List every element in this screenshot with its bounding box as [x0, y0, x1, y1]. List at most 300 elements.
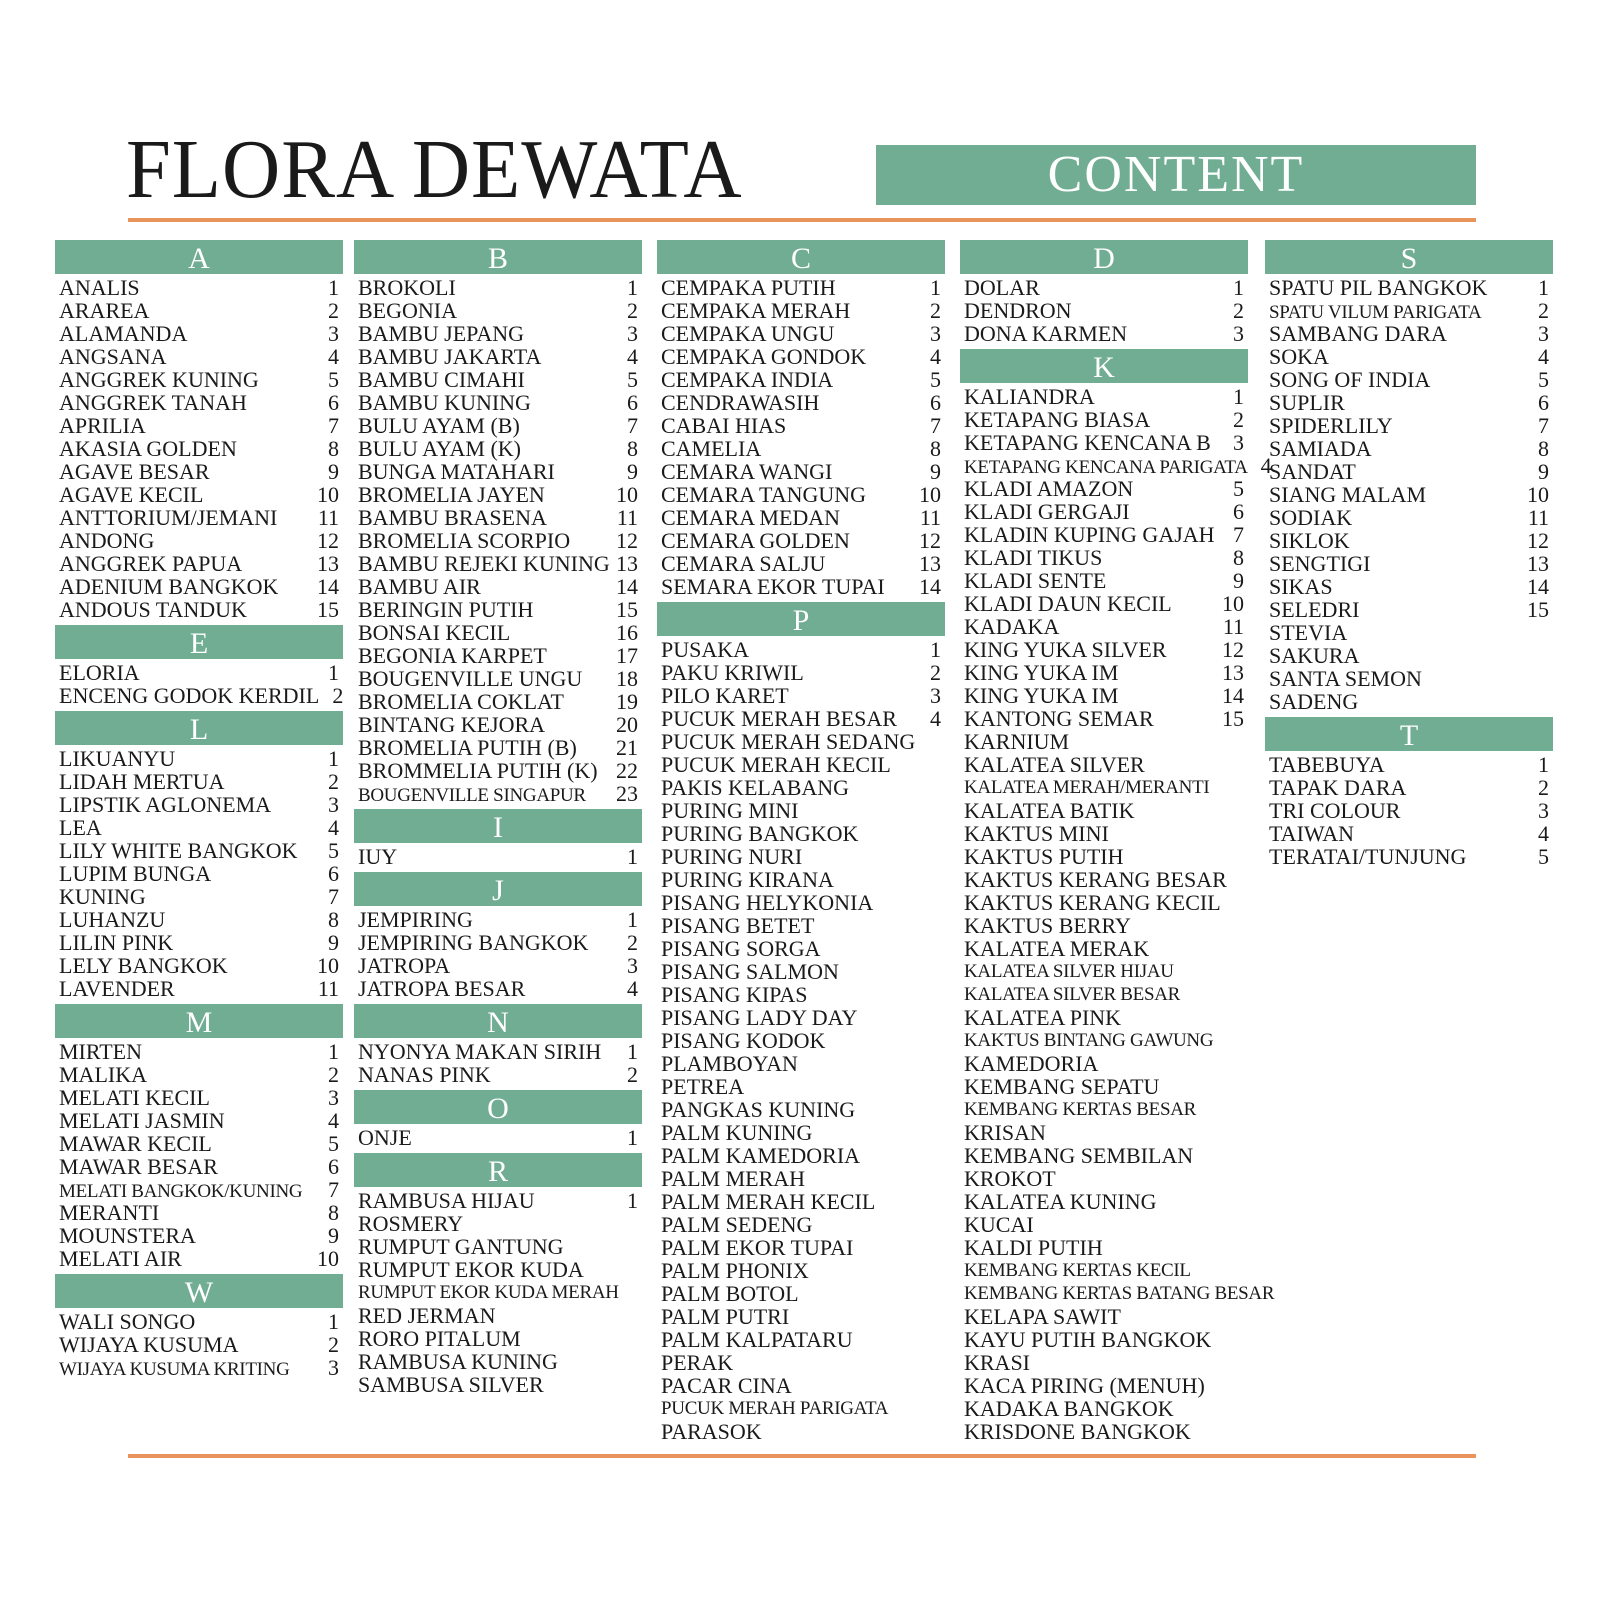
item-number: 1: [930, 275, 941, 300]
list-item: [55, 437, 343, 460]
plant-name: MELATI KECIL: [59, 1085, 210, 1110]
list-item: [960, 937, 1248, 960]
plant-name: MAWAR KECIL: [59, 1131, 212, 1156]
item-number: 15: [1527, 597, 1549, 622]
item-number: 14: [1527, 574, 1549, 599]
item-number: 18: [616, 666, 638, 691]
plant-name: RAMBUSA HIJAU: [358, 1188, 535, 1213]
list-item: [354, 782, 642, 805]
plant-name: ADENIUM BANGKOK: [59, 574, 279, 599]
bottom-divider: [128, 1454, 1476, 1458]
plant-name: KETAPANG BIASA: [964, 407, 1151, 432]
section-letter-header: D: [960, 240, 1248, 274]
section-o: [354, 1090, 642, 1149]
plant-name: TERATAI/TUNJUNG: [1269, 844, 1467, 869]
item-number: 3: [930, 321, 941, 346]
item-number: 1: [627, 1125, 638, 1150]
list-item: [960, 1052, 1248, 1075]
plant-list: [1265, 751, 1553, 868]
list-item: [960, 299, 1248, 322]
item-number: 2: [627, 930, 638, 955]
index-column-5: [1265, 240, 1553, 872]
plant-name: JATROPA BESAR: [358, 976, 526, 1001]
plant-name: KLADI DAUN KECIL: [964, 591, 1172, 616]
list-item: [55, 1356, 343, 1379]
list-item: [354, 483, 642, 506]
plant-name: PALM KALPATARU: [661, 1327, 853, 1352]
list-item: [657, 437, 945, 460]
plant-name: SIKAS: [1269, 574, 1333, 599]
list-item: [960, 453, 1272, 478]
list-item: [354, 713, 642, 736]
list-item: [960, 523, 1248, 546]
list-item: [354, 954, 642, 977]
plant-name: LEA: [59, 815, 102, 840]
plant-name: PALM MERAH: [661, 1166, 806, 1191]
plant-name: ENCENG GODOK KERDIL: [59, 683, 320, 708]
plant-name: BROMELIA COKLAT: [358, 689, 564, 714]
item-number: 5: [328, 367, 339, 392]
section-letter-header: T: [1265, 717, 1553, 751]
plant-name: CEMARA MEDAN: [661, 505, 841, 530]
plant-name: TABEBUYA: [1269, 752, 1385, 777]
item-number: 12: [616, 528, 638, 553]
list-item: [1265, 644, 1553, 667]
plant-name: PILO KARET: [661, 683, 789, 708]
plant-name: SIANG MALAM: [1269, 482, 1427, 507]
list-item: [960, 1144, 1248, 1167]
list-item: [960, 1305, 1248, 1328]
item-number: 20: [616, 712, 638, 737]
item-number: 4: [328, 815, 339, 840]
section-letter-header: I: [354, 809, 642, 843]
item-number: 8: [627, 436, 638, 461]
item-number: 2: [1233, 298, 1244, 323]
item-number: 4: [1538, 344, 1549, 369]
list-item: [354, 414, 642, 437]
plant-name: KUCAI: [964, 1212, 1034, 1237]
list-item: [657, 868, 945, 891]
item-number: 7: [328, 884, 339, 909]
list-item: [657, 707, 945, 730]
list-item: [1265, 753, 1553, 776]
item-number: 4: [328, 1108, 339, 1133]
list-item: [55, 276, 343, 299]
plant-name: KETAPANG KENCANA PARIGATA: [964, 457, 1248, 478]
list-item: [55, 770, 343, 793]
plant-name: PISANG KODOK: [661, 1028, 826, 1053]
plant-name: KLADI SENTE: [964, 568, 1107, 593]
list-item: [55, 1178, 343, 1201]
item-number: 1: [328, 746, 339, 771]
list-item: [55, 322, 343, 345]
list-item: [55, 1247, 343, 1270]
plant-name: SADENG: [1269, 689, 1359, 714]
item-number: 4: [328, 344, 339, 369]
list-item: [354, 1281, 642, 1304]
item-number: 8: [1233, 545, 1244, 570]
plant-name: DOLAR: [964, 275, 1040, 300]
list-item: [657, 299, 945, 322]
item-number: 8: [328, 436, 339, 461]
item-number: 7: [1538, 413, 1549, 438]
list-item: [55, 839, 343, 862]
plant-name: BINTANG KEJORA: [358, 712, 546, 737]
section-letter-header: W: [55, 1274, 343, 1308]
list-item: [657, 891, 945, 914]
section-d: [960, 240, 1248, 345]
plant-list: [657, 636, 945, 1443]
list-item: [354, 1373, 642, 1396]
plant-name: LIKUANYU: [59, 746, 176, 771]
plant-name: KANTONG SEMAR: [964, 706, 1154, 731]
list-item: [1265, 345, 1553, 368]
list-item: [657, 1075, 945, 1098]
list-item: [960, 753, 1248, 776]
item-number: 7: [930, 413, 941, 438]
plant-name: BEGONIA KARPET: [358, 643, 547, 668]
list-item: [657, 1167, 945, 1190]
plant-name: CEMARA SALJU: [661, 551, 826, 576]
plant-name: ANTTORIUM/JEMANI: [59, 505, 278, 530]
plant-name: NYONYA MAKAN SIRIH: [358, 1039, 602, 1064]
list-item: [354, 1235, 642, 1258]
list-item: [1265, 822, 1553, 845]
item-number: 11: [317, 976, 339, 1001]
list-item: [354, 598, 642, 621]
list-item: [960, 845, 1248, 868]
plant-name: KLADI TIKUS: [964, 545, 1103, 570]
list-item: [657, 1052, 945, 1075]
plant-name: ANDOUS TANDUK: [59, 597, 247, 622]
plant-name: SONG OF INDIA: [1269, 367, 1431, 392]
plant-name: CEMPAKA PUTIH: [661, 275, 836, 300]
list-item: [657, 391, 945, 414]
list-item: [55, 1086, 343, 1109]
item-number: 9: [328, 930, 339, 955]
list-item: [354, 1126, 642, 1149]
section-letter-header: E: [55, 625, 343, 659]
list-item: [960, 983, 1248, 1006]
item-number: 13: [317, 551, 339, 576]
list-item: [55, 414, 343, 437]
section-letter-header: J: [354, 872, 642, 906]
item-number: 10: [317, 1246, 339, 1271]
item-number: 9: [1233, 568, 1244, 593]
list-item: [55, 977, 343, 1000]
plant-name: KLADI AMAZON: [964, 476, 1134, 501]
list-item: [354, 506, 642, 529]
plant-name: KING YUKA SILVER: [964, 637, 1167, 662]
item-number: 3: [627, 321, 638, 346]
list-item: [657, 345, 945, 368]
list-item: [55, 1040, 343, 1063]
plant-name: KROKOT: [964, 1166, 1056, 1191]
section-w: [55, 1274, 343, 1379]
list-item: [1265, 299, 1553, 322]
plant-name: RUMPUT EKOR KUDA: [358, 1257, 584, 1282]
plant-name: LILY WHITE BANGKOK: [59, 838, 298, 863]
list-item: [354, 299, 642, 322]
section-letter-header: L: [55, 711, 343, 745]
plant-name: CEMPAKA INDIA: [661, 367, 834, 392]
list-item: [1265, 414, 1553, 437]
plant-name: DENDRON: [964, 298, 1072, 323]
list-item: [657, 1006, 945, 1029]
list-item: [960, 1236, 1248, 1259]
section-j: [354, 872, 642, 1000]
section-b: [354, 240, 642, 805]
plant-name: ANALIS: [59, 275, 140, 300]
list-item: [960, 546, 1248, 569]
item-number: 11: [1222, 614, 1244, 639]
top-divider: [128, 218, 1476, 222]
item-number: 8: [930, 436, 941, 461]
list-item: [657, 776, 945, 799]
plant-name: KLADI GERGAJI: [964, 499, 1130, 524]
list-item: [55, 345, 343, 368]
list-item: [1265, 460, 1553, 483]
item-number: 5: [1538, 367, 1549, 392]
plant-list: [55, 274, 343, 621]
plant-name: MAWAR BESAR: [59, 1154, 218, 1179]
list-item: [960, 707, 1248, 730]
list-item: [354, 977, 642, 1000]
plant-name: CENDRAWASIH: [661, 390, 820, 415]
section-r: [354, 1153, 642, 1396]
list-item: [1265, 506, 1553, 529]
plant-name: PALM EKOR TUPAI: [661, 1235, 854, 1260]
list-item: [960, 638, 1248, 661]
item-number: 9: [930, 459, 941, 484]
plant-name: SPATU VILUM PARIGATA: [1269, 302, 1482, 323]
plant-name: KALATEA SILVER BESAR: [964, 984, 1181, 1005]
plant-name: ANGGREK KUNING: [59, 367, 259, 392]
plant-name: PUCUK MERAH BESAR: [661, 706, 897, 731]
plant-name: SANDAT: [1269, 459, 1356, 484]
plant-name: PLAMBOYAN: [661, 1051, 798, 1076]
plant-name: RUMPUT EKOR KUDA MERAH: [358, 1282, 619, 1303]
item-number: 15: [317, 597, 339, 622]
plant-name: BULU AYAM (K): [358, 436, 521, 461]
list-item: [1265, 690, 1553, 713]
plant-name: PISANG BETET: [661, 913, 815, 938]
list-item: [1265, 483, 1553, 506]
plant-name: KARNIUM: [964, 729, 1070, 754]
plant-name: MIRTEN: [59, 1039, 143, 1064]
plant-name: SIKLOK: [1269, 528, 1350, 553]
list-item: [354, 460, 642, 483]
list-item: [354, 529, 642, 552]
plant-name: ONJE: [358, 1125, 412, 1150]
plant-name: SAMBANG DARA: [1269, 321, 1447, 346]
plant-name: BULU AYAM (B): [358, 413, 520, 438]
item-number: 2: [1233, 407, 1244, 432]
plant-name: PISANG KIPAS: [661, 982, 808, 1007]
list-item: [1265, 776, 1553, 799]
item-number: 15: [1222, 706, 1244, 731]
list-item: [960, 1190, 1248, 1213]
list-item: [1265, 529, 1553, 552]
plant-name: APRILIA: [59, 413, 146, 438]
item-number: 23: [616, 781, 638, 806]
section-letter-header: C: [657, 240, 945, 274]
list-item: [657, 1236, 945, 1259]
plant-name: KLADIN KUPING GAJAH: [964, 522, 1215, 547]
section-i: [354, 809, 642, 868]
list-item: [960, 776, 1248, 799]
list-item: [960, 477, 1248, 500]
item-number: 3: [328, 792, 339, 817]
item-number: 1: [627, 275, 638, 300]
section-letter-header: K: [960, 349, 1248, 383]
item-number: 6: [1538, 390, 1549, 415]
list-item: [354, 276, 642, 299]
plant-name: SODIAK: [1269, 505, 1353, 530]
plant-name: KAMEDORIA: [964, 1051, 1099, 1076]
plant-name: BAMBU REJEKI KUNING: [358, 551, 610, 576]
item-number: 1: [627, 907, 638, 932]
item-number: 5: [1233, 476, 1244, 501]
plant-name: PAKIS KELABANG: [661, 775, 850, 800]
plant-list: [657, 274, 945, 598]
item-number: 1: [328, 1039, 339, 1064]
list-item: [55, 1310, 343, 1333]
plant-name: SAKURA: [1269, 643, 1360, 668]
item-number: 2: [328, 1062, 339, 1087]
page-title: FLORA DEWATA: [126, 123, 743, 216]
item-number: 22: [616, 758, 638, 783]
item-number: 4: [627, 976, 638, 1001]
plant-name: PISANG HELYKONIA: [661, 890, 874, 915]
list-item: [657, 1374, 945, 1397]
plant-name: KADAKA BANGKOK: [964, 1396, 1174, 1421]
plant-name: DONA KARMEN: [964, 321, 1128, 346]
plant-name: CEMPAKA MERAH: [661, 298, 851, 323]
item-number: 8: [328, 907, 339, 932]
item-number: 2: [930, 298, 941, 323]
plant-name: PISANG SALMON: [661, 959, 839, 984]
list-item: [657, 914, 945, 937]
list-item: [354, 736, 642, 759]
list-item: [55, 575, 343, 598]
index-column-1: [55, 240, 343, 1383]
list-item: [657, 684, 945, 707]
list-item: [960, 1098, 1248, 1121]
plant-name: BOUGENVILLE UNGU: [358, 666, 583, 691]
item-number: 10: [919, 482, 941, 507]
plant-name: SANTA SEMON: [1269, 666, 1422, 691]
item-number: 3: [328, 321, 339, 346]
plant-name: KALATEA BATIK: [964, 798, 1135, 823]
plant-name: IUY: [358, 844, 398, 869]
list-item: [354, 644, 642, 667]
plant-name: BROMELIA JAYEN: [358, 482, 545, 507]
list-item: [657, 1190, 945, 1213]
list-item: [657, 937, 945, 960]
plant-name: PERAK: [661, 1350, 734, 1375]
item-number: 13: [919, 551, 941, 576]
item-number: 3: [930, 683, 941, 708]
list-item: [657, 1305, 945, 1328]
section-n: [354, 1004, 642, 1086]
plant-name: KAKTUS KERANG BESAR: [964, 867, 1227, 892]
item-number: 6: [328, 861, 339, 886]
item-number: 9: [627, 459, 638, 484]
list-item: [55, 908, 343, 931]
plant-name: KAKTUS BINTANG GAWUNG: [964, 1030, 1214, 1051]
list-item: [657, 575, 945, 598]
plant-name: PETREA: [661, 1074, 745, 1099]
item-number: 13: [1527, 551, 1549, 576]
item-number: 5: [1538, 844, 1549, 869]
plant-name: SOKA: [1269, 344, 1329, 369]
plant-name: SAMIADA: [1269, 436, 1372, 461]
list-item: [1265, 621, 1553, 644]
plant-name: KELAPA SAWIT: [964, 1304, 1121, 1329]
list-item: [354, 1258, 642, 1281]
plant-name: KAKTUS MINI: [964, 821, 1109, 846]
section-letter-header: M: [55, 1004, 343, 1038]
plant-name: JATROPA: [358, 953, 451, 978]
content-banner: CONTENT: [876, 145, 1476, 205]
plant-name: KALATEA MERAH/MERANTI: [964, 777, 1210, 798]
plant-name: KAKTUS KERANG KECIL: [964, 890, 1221, 915]
plant-list: [55, 659, 343, 707]
list-item: [960, 276, 1248, 299]
item-number: 6: [328, 1154, 339, 1179]
list-item: [657, 730, 945, 753]
plant-name: KALATEA MERAK: [964, 936, 1150, 961]
list-item: [354, 1040, 642, 1063]
plant-name: TRI COLOUR: [1269, 798, 1401, 823]
plant-name: BAMBU JAKARTA: [358, 344, 542, 369]
plant-name: PALM PHONIX: [661, 1258, 809, 1283]
plant-name: CEMARA GOLDEN: [661, 528, 850, 553]
plant-name: BAMBU KUNING: [358, 390, 531, 415]
list-item: [960, 500, 1248, 523]
item-number: 7: [627, 413, 638, 438]
section-letter-header: N: [354, 1004, 642, 1038]
item-number: 5: [930, 367, 941, 392]
item-number: 8: [328, 1200, 339, 1225]
plant-name: ANGGREK PAPUA: [59, 551, 243, 576]
item-number: 14: [1222, 683, 1244, 708]
list-item: [55, 747, 343, 770]
list-item: [55, 661, 343, 684]
list-item: [657, 1351, 945, 1374]
item-number: 4: [1260, 453, 1272, 478]
list-item: [960, 1259, 1248, 1282]
item-number: 4: [930, 706, 941, 731]
list-item: [960, 730, 1248, 753]
list-item: [354, 575, 642, 598]
item-number: 16: [616, 620, 638, 645]
list-item: [55, 552, 343, 575]
plant-name: PAKU KRIWIL: [661, 660, 804, 685]
list-item: [354, 1189, 642, 1212]
item-number: 3: [328, 1085, 339, 1110]
plant-name: PALM PUTRI: [661, 1304, 790, 1329]
list-item: [55, 816, 343, 839]
item-number: 2: [1538, 775, 1549, 800]
plant-name: NANAS PINK: [358, 1062, 491, 1087]
item-number: 9: [1538, 459, 1549, 484]
list-item: [354, 368, 642, 391]
list-item: [55, 684, 343, 707]
list-item: [354, 391, 642, 414]
plant-name: PUCUK MERAH KECIL: [661, 752, 891, 777]
